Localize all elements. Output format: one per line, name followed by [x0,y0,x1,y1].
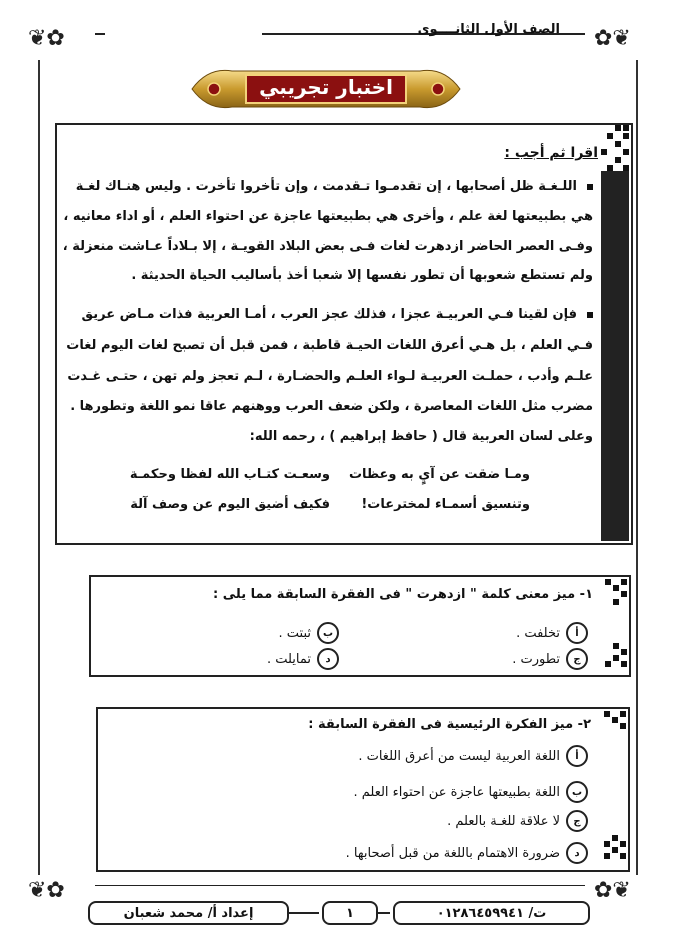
footer-top-rule [95,885,585,886]
frame-left [38,60,40,875]
option-letter-icon: د [566,842,588,864]
option-letter-icon: أ [566,745,588,767]
option-letter-icon: أ [566,622,588,644]
header-rule-short [95,33,105,35]
q2-option-b[interactable]: ب اللغة بطبيعتها عاجزة عن احتواء العلم . [353,781,588,803]
passage-line: مضرب مثل اللغات المعاصرة ، ولكن ضعف العرب ووهنهم عاقا نمو اللغة وتطورها . [70,399,593,414]
bullet-icon [587,184,593,190]
q1-option-d[interactable]: د تمايلت . [267,648,339,670]
footer-connector [378,912,390,914]
passage-line: وفـى العصر الحاضر ازدهرت لغات فـى بعض البلاد القويـة ، إلا بـلاداً عـاشت منعزلة ، [62,239,593,254]
bullet-icon [587,312,593,318]
q2-pattern [598,709,626,866]
q1-option-c[interactable]: ج تطورت . [512,648,588,670]
q2-option-c[interactable]: ج لا علاقة للغـة بالعلم . [447,810,588,832]
frame-right [636,60,638,875]
option-letter-icon: ب [317,622,339,644]
verse-2-left: وتنسيق أسمـاء لمخترعات! [361,497,530,512]
exam-title: اختبار تجريبي [259,75,393,99]
passage-line: اللـغـة ظل أصحابها ، إن تقدمـوا تـقدمت ، وإن تأخروا تأخرت . وليس هنـاك لغـة [93,178,593,196]
question-1-title: ١- ميز معنى كلمة " ازدهرت " فى الفقرة السابقة مما يلى : [213,587,593,602]
q1-option-b[interactable]: ب ثبتت . [279,622,340,644]
passage-line: فـي العلم ، بل هـي أعرق اللغات الحيـة قاطبة ، فمن قبل أن تصبح لغات اليوم لغات [66,338,593,353]
footer-right-flourish-icon: ✿❦ [594,878,631,903]
passage-side-bar [601,171,629,541]
right-flourish-icon: ✿❦ [594,26,631,51]
left-flourish-icon: ❦✿ [28,26,65,51]
author-box: إعداد أ/ محمد شعبان [88,901,289,925]
title-banner [188,63,464,115]
passage-line: علـم وأدب ، حملـت العربيـة لـواء العلـم والحضـارة ، لـم تعجز ولم تهن ، حتـى غـدت [67,369,593,384]
grade-label: الصف الأول الثانــــوى [417,22,560,37]
passage-corner-pattern [601,125,629,171]
q1-option-a[interactable]: أ تخلفت . [516,622,588,644]
verse-1-left: ومـا ضقت عن آيٍ به وعظات [348,467,530,482]
phone-box: ت/ ٠١٢٨٦٤٥٩٩٤١ [393,901,590,925]
q2-option-d[interactable]: د ضرورة الاهتمام باللغة من قبل أصحابها . [346,842,588,864]
passage-line: وعلى لسان العربية قال ( حافظ إبراهيم ) ، رحمه الله: [249,429,593,444]
verse-1-right: وسعـت كتـاب الله لفظا وحكمـة [129,467,330,482]
page-number: ١ [322,901,378,925]
passage-line: فإن لقينا فـي العربيـة عجزا ، فذلك عجز العرب ، أمـا العربية فذات مـاض عريق [93,306,593,324]
option-letter-icon: د [317,648,339,670]
option-letter-icon: ج [566,810,588,832]
q1-pattern [599,577,627,671]
footer-left-flourish-icon: ❦✿ [28,878,65,903]
question-2-title: ٢- ميز الفكرة الرئيسية فى الفقرة السابقة : [308,717,591,732]
option-letter-icon: ب [566,781,588,803]
option-letter-icon: ج [566,648,588,670]
passage-line: ولم تستطع شعوبها أن تطور نفسها إلا شعبا أخذ بأساليب الحياة الحديثة . [131,268,593,283]
passage-heading: اقرا ثم أجب : [504,145,598,161]
footer-connector [289,912,319,914]
passage-line: هي بطبيعتها لغة علم ، وأخرى هي بطبيعتها عاجزة عن احتواء العلم ، أو اداء معانيه ، [63,209,593,224]
q2-option-a[interactable]: أ اللغة العربية ليست من أعرق اللغات . [358,745,588,767]
verse-2-right: فكيف أضيق اليوم عن وصف آلة [130,497,330,512]
